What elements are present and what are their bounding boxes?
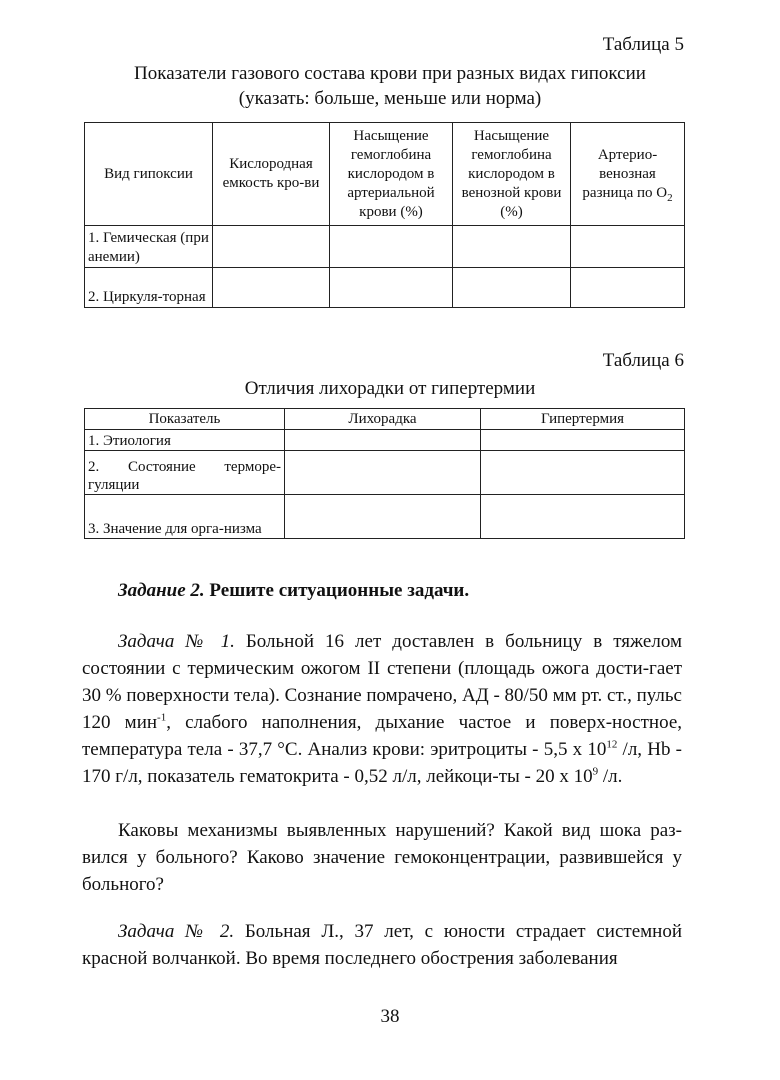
table5-header-oxygen-capacity: Кислородная емкость кро-ви	[213, 123, 330, 226]
table6-cell[interactable]	[481, 430, 685, 451]
task1-sup-b: 12	[606, 738, 618, 751]
assignment-heading	[118, 580, 469, 602]
table5-cell[interactable]	[453, 226, 571, 268]
task2-label: Задача № 2.	[118, 921, 235, 942]
table-row	[85, 226, 685, 268]
table6-cell[interactable]	[481, 451, 685, 495]
table6-cell[interactable]	[285, 430, 481, 451]
table5-cell[interactable]	[571, 226, 685, 268]
task1-questions: Каковы механизмы выявленных нарушений? Какой вид шока раз-вился у больного? Каково значение гемоконцентрации, развившейся у больного?	[82, 820, 682, 895]
table-row	[85, 495, 685, 539]
table-row	[85, 451, 685, 495]
task1-label: Задача № 1.	[118, 631, 235, 652]
table6-row-label: 1. Этиология	[85, 430, 285, 451]
task1-text-d: /л.	[598, 766, 623, 787]
table-row	[85, 430, 685, 451]
task1-paragraph	[82, 628, 682, 790]
table5-header-venous-saturation: Насыщение гемоглобина кислородом в венозной крови (%)	[453, 123, 571, 226]
table6-header-row	[85, 409, 685, 430]
table5-row-label: 1. Гемическая (при анемии)	[85, 226, 213, 268]
task1-text-a: Больной 16 лет доставлен в больницу в тяжелом состоянии с термическим ожогом II степени (площадь ожога дости-гает 30 % поверхности тела). Сознание помрачено, АД - 80/50 мм рт. ст., пульс 120 мин	[82, 631, 682, 733]
table6-title: Отличия лихорадки от гипертермии	[244, 378, 536, 399]
task1-text-b: , слабого наполнения, дыхание частое и поверх-ностное, температура тела - 37,7 °С. Анализ крови: эритроциты - 5,5 х 10	[82, 712, 683, 760]
table6-cell[interactable]	[481, 495, 685, 539]
assignment-label: Задание 2.	[118, 580, 205, 601]
assignment-text: Решите ситуационные задачи.	[204, 580, 470, 601]
table5-cell[interactable]	[453, 268, 571, 308]
table6	[84, 408, 685, 539]
table5-cell[interactable]	[213, 268, 330, 308]
task1-sup-a: -1	[157, 711, 167, 724]
table6-header-indicator: Показатель	[85, 409, 285, 430]
table5	[84, 122, 685, 308]
page-number: 38	[380, 1006, 400, 1027]
table5-header-arterial-saturation: Насыщение гемоглобина кислородом в артериальной крови (%)	[330, 123, 453, 226]
table6-header-fever: Лихорадка	[285, 409, 481, 430]
table6-header-hyperthermia: Гипертермия	[481, 409, 685, 430]
table5-header-hypoxia-type: Вид гипоксии	[85, 123, 213, 226]
task2-text: Больная Л., 37 лет, с юности страдает системной красной волчанкой. Во время последнего обострения заболевания	[82, 921, 682, 969]
table5-header-row	[85, 123, 685, 226]
table5-row-label: 2. Циркуля-торная	[85, 268, 213, 308]
table5-header-av-difference: Артерио-венозная разница по $O_2$	[571, 123, 685, 226]
table6-cell[interactable]	[285, 451, 481, 495]
table6-row-label: 3. Значение для орга-низма	[85, 495, 285, 539]
table5-number: Таблица 5	[602, 34, 684, 55]
table6-number: Таблица 6	[602, 350, 684, 371]
table5-cell[interactable]	[213, 226, 330, 268]
table-row	[85, 268, 685, 308]
task2-paragraph	[82, 918, 682, 972]
table5-cell[interactable]	[330, 226, 453, 268]
table6-row-label: 2. Состояние терморе-гуляции	[85, 451, 285, 495]
table5-title: Показатели газового состава крови при разных видах гипоксии	[134, 63, 646, 84]
table6-cell[interactable]	[285, 495, 481, 539]
table5-cell[interactable]	[330, 268, 453, 308]
task1-text-c: /л, Hb - 170 г/л, показатель гематокрита - 0,52 л/л, лейкоци-ты - 20 х 10	[82, 739, 682, 787]
table5-subtitle: (указать: больше, меньше или норма)	[238, 88, 542, 109]
table5-cell[interactable]	[571, 268, 685, 308]
task1-sup-c: 9	[592, 765, 599, 778]
